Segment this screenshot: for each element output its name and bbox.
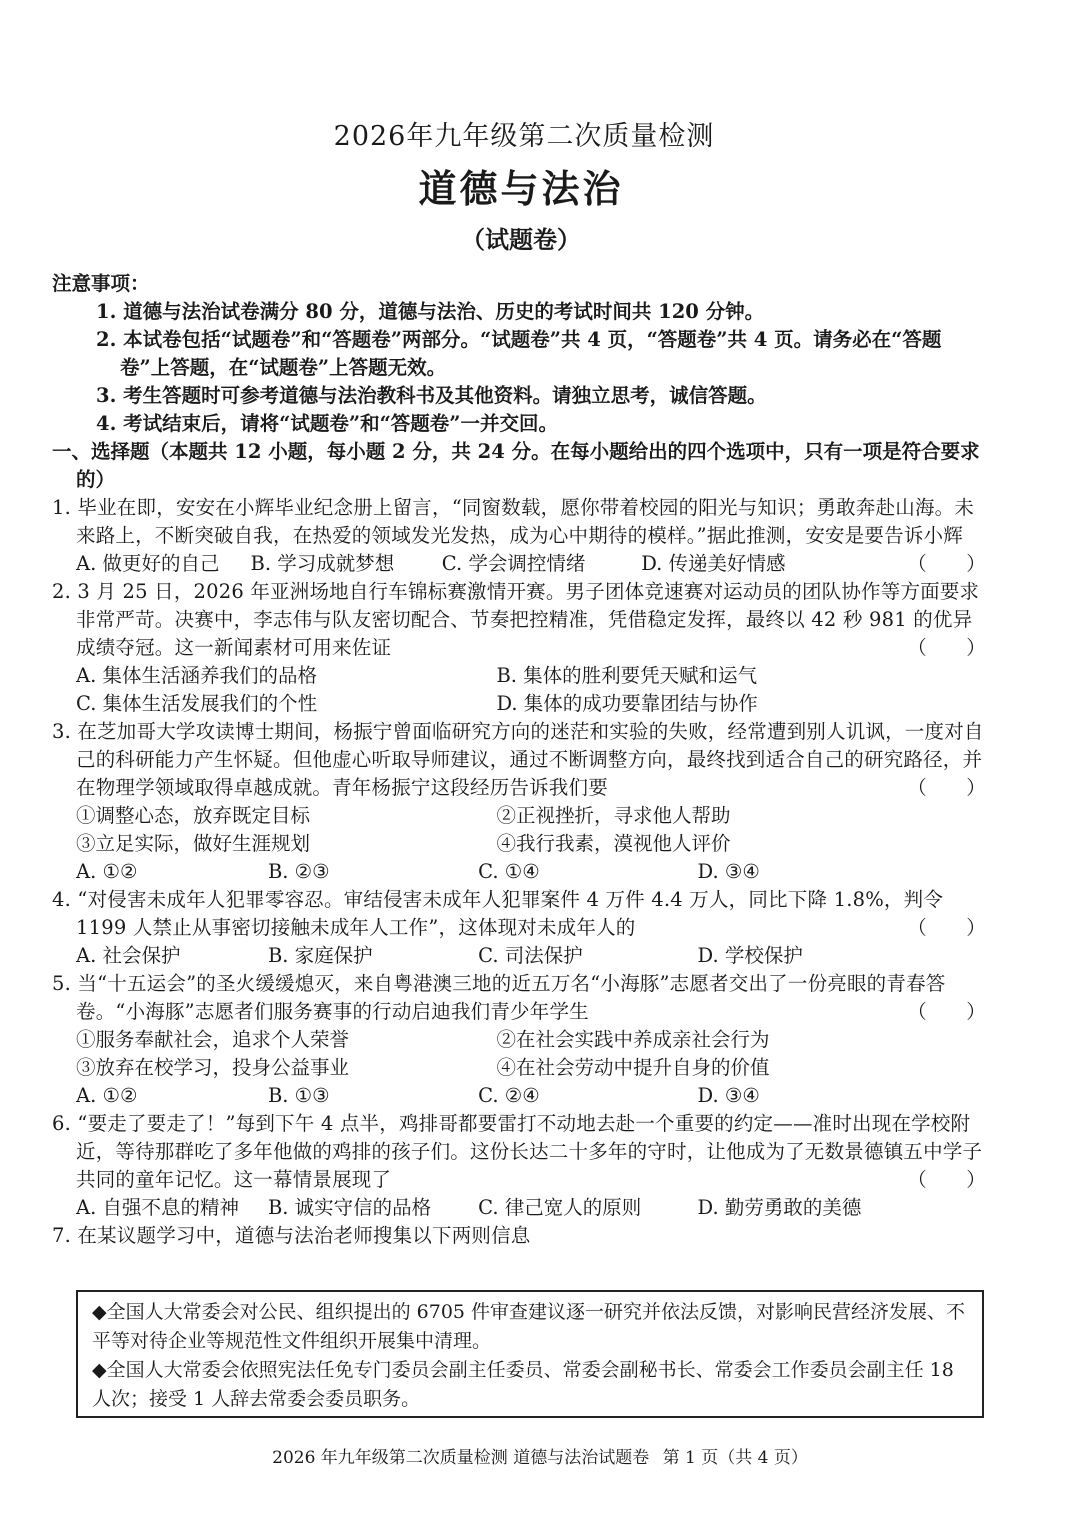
- notes-heading: 注意事项：: [52, 272, 150, 295]
- question-6-options: [52, 1194, 990, 1222]
- note-item: 4. 考试结束后，请将“试题卷”和“答题卷”一并交回。: [96, 412, 559, 435]
- question-text: 5. 当“十五运会”的圣火缓缓熄灭，来自粤港澳三地的近五万名“小海豚”志愿者交出了一份亮眼的青春答卷。“小海豚”志愿者们服务赛事的行动启迪我们青少年学生: [52, 972, 946, 1023]
- statement-1: ①调整心态，放弃既定目标: [76, 804, 311, 827]
- option-d: D. ③④: [697, 860, 760, 883]
- question-3-statements: [52, 802, 990, 830]
- question-7-stem: [52, 1222, 990, 1250]
- question-5-statements: [52, 1026, 990, 1054]
- option-d: D. 集体的成功要靠团结与协作: [496, 692, 758, 715]
- option-b: B. 诚实守信的品格: [267, 1196, 432, 1219]
- option-b: B. ②③: [267, 860, 330, 883]
- question-5-options: [52, 1082, 990, 1110]
- option-d: D. 传递美好情感: [641, 552, 786, 575]
- option-a: A. 做更好的自己: [76, 552, 220, 575]
- note-item: 1. 道德与法治试卷满分 80 分，道德与法治、历史的考试时间共 120 分钟。: [96, 300, 765, 323]
- option-b: B. 家庭保护: [267, 944, 373, 967]
- section-heading: 一、选择题（本题共 12 小题，每小题 2 分，共 24 分。在每小题给出的四个选项中，只有一项是符合要求的）: [52, 440, 980, 491]
- answer-blank: （ ）: [907, 776, 986, 799]
- option-d: D. ③④: [697, 1084, 760, 1107]
- question-1-options: [52, 550, 907, 578]
- option-b: B. ①③: [267, 1084, 330, 1107]
- subject-title: 道德与法治: [418, 166, 624, 211]
- question-4-options: [52, 942, 990, 970]
- question-text: 4. “对侵害未成年人犯罪零容忍。审结侵害未成年人犯罪案件 4 万件 4.4 万人，同比下降 1.8%，判令 1199 人禁止从事密切接触未成年人工作”，这体现对未成年人的: [52, 888, 944, 939]
- info-item: ◆全国人大常委会依照宪法任免专门委员会副主任委员、常委会副秘书长、常委会工作委员会副主任 18 人次；接受 1 人辞去常委会委员职务。: [92, 1359, 954, 1410]
- option-c: C. 律己宽人的原则: [478, 1196, 642, 1219]
- answer-blank: （ ）: [907, 552, 986, 575]
- paper-type: （试题卷）: [461, 225, 581, 254]
- option-a: A. ①②: [76, 1084, 138, 1107]
- question-4-stem: [52, 886, 990, 942]
- info-item: ◆全国人大常委会对公民、组织提出的 6705 件审查建议逐一研究并依法反馈，对影响民营经济发展、不平等对待企业等规范性文件组织开展集中清理。: [92, 1301, 966, 1352]
- exam-title: 2026年九年级第二次质量检测: [333, 121, 715, 152]
- option-a: A. 自强不息的精神: [76, 1196, 239, 1219]
- question-5-stem: [52, 970, 990, 1026]
- option-c: C. 司法保护: [478, 944, 583, 967]
- question-3-statements: [52, 830, 990, 858]
- note-item: 3. 考生答题时可参考道德与法治教科书及其他资料。请独立思考，诚信答题。: [96, 384, 767, 407]
- question-3-options: [52, 858, 990, 886]
- page-number: 第 1 页（共 4 页）: [662, 1448, 808, 1468]
- option-b: B. 学习成就梦想: [250, 552, 395, 575]
- note-item: 2. 本试卷包括“试题卷”和“答题卷”两部分。“试题卷”共 4 页，“答题卷”共 4 页。请务必在“答题卷”上答题，在“试题卷”上答题无效。: [96, 328, 942, 379]
- option-c: C. ①④: [478, 860, 540, 883]
- statement-2: ②正视挫折，寻求他人帮助: [496, 804, 731, 827]
- option-d: D. 学校保护: [697, 944, 803, 967]
- question-5-statements: [52, 1054, 990, 1082]
- option-c: C. 集体生活发展我们的个性: [76, 692, 318, 715]
- question-text: 2. 3 月 25 日，2026 年亚洲场地自行车锦标赛激情开赛。男子团体竞速赛对运动员的团队协作等方面要求非常严苛。决赛中，李志伟与队友密切配合、节奏把控精准，凭借稳定发挥，最终以 42 秒 981 的优异成绩夺冠。这一新闻素材可用来佐证: [52, 580, 980, 659]
- statement-4: ④我行我素，漠视他人评价: [496, 832, 731, 855]
- exam-page: [52, 118, 990, 1250]
- answer-blank: （ ）: [907, 1000, 986, 1023]
- statement-3: ③放弃在校学习，投身公益事业: [76, 1056, 350, 1079]
- question-3-stem: [52, 718, 990, 802]
- option-d: D. 勤劳勇敢的美德: [697, 1196, 862, 1219]
- info-box: [76, 1290, 984, 1418]
- option-c: C. 学会调控情绪: [441, 552, 586, 575]
- answer-blank: （ ）: [907, 636, 986, 659]
- question-6-stem: [52, 1110, 990, 1194]
- question-2-options: [52, 690, 990, 718]
- question-text: 1. 毕业在即，安安在小辉毕业纪念册上留言，“同窗数载，愿你带着校园的阳光与知识；勇敢奔赴山海。未来路上，不断突破自我，在热爱的领域发光发热，成为心中期待的模样。”据此推测，安安是要告诉小辉: [52, 496, 975, 547]
- statement-2: ②在社会实践中养成亲社会行为: [496, 1028, 770, 1051]
- footer-title: 2026 年九年级第二次质量检测 道德与法治试题卷: [272, 1448, 650, 1468]
- statement-4: ④在社会劳动中提升自身的价值: [496, 1056, 770, 1079]
- option-a: A. 集体生活涵养我们的品格: [76, 664, 317, 687]
- question-text: 7. 在某议题学习中，道德与法治老师搜集以下两则信息: [52, 1224, 531, 1247]
- option-a: A. 社会保护: [76, 944, 181, 967]
- statement-3: ③立足实际，做好生涯规划: [76, 832, 311, 855]
- page-footer: [0, 1446, 1080, 1470]
- question-text: 6. “要走了要走了！”每到下午 4 点半，鸡排哥都要雷打不动地去赴一个重要的约定——准时出现在学校附近，等待那群吃了多年他做的鸡排的孩子们。这份长达二十多年的守时，让他成为了无数景德镇五中学子共同的童年记忆。这一幕情景展现了: [52, 1112, 983, 1191]
- statement-1: ①服务奉献社会，追求个人荣誉: [76, 1028, 350, 1051]
- answer-blank: （ ）: [907, 916, 986, 939]
- answer-blank: （ ）: [907, 1168, 986, 1191]
- question-2-stem: [52, 578, 990, 662]
- question-2-options: [52, 662, 990, 690]
- option-c: C. ②④: [478, 1084, 540, 1107]
- question-text: 3. 在芝加哥大学攻读博士期间，杨振宁曾面临研究方向的迷茫和实验的失败，经常遭到别人讥讽，一度对自己的科研能力产生怀疑。但他虚心听取导师建议，通过不断调整方向，最终找到适合自己的研究路径，并在物理学领域取得卓越成就。青年杨振宁这段经历告诉我们要: [52, 720, 984, 799]
- option-a: A. ①②: [76, 860, 138, 883]
- option-b: B. 集体的胜利要凭天赋和运气: [496, 664, 758, 687]
